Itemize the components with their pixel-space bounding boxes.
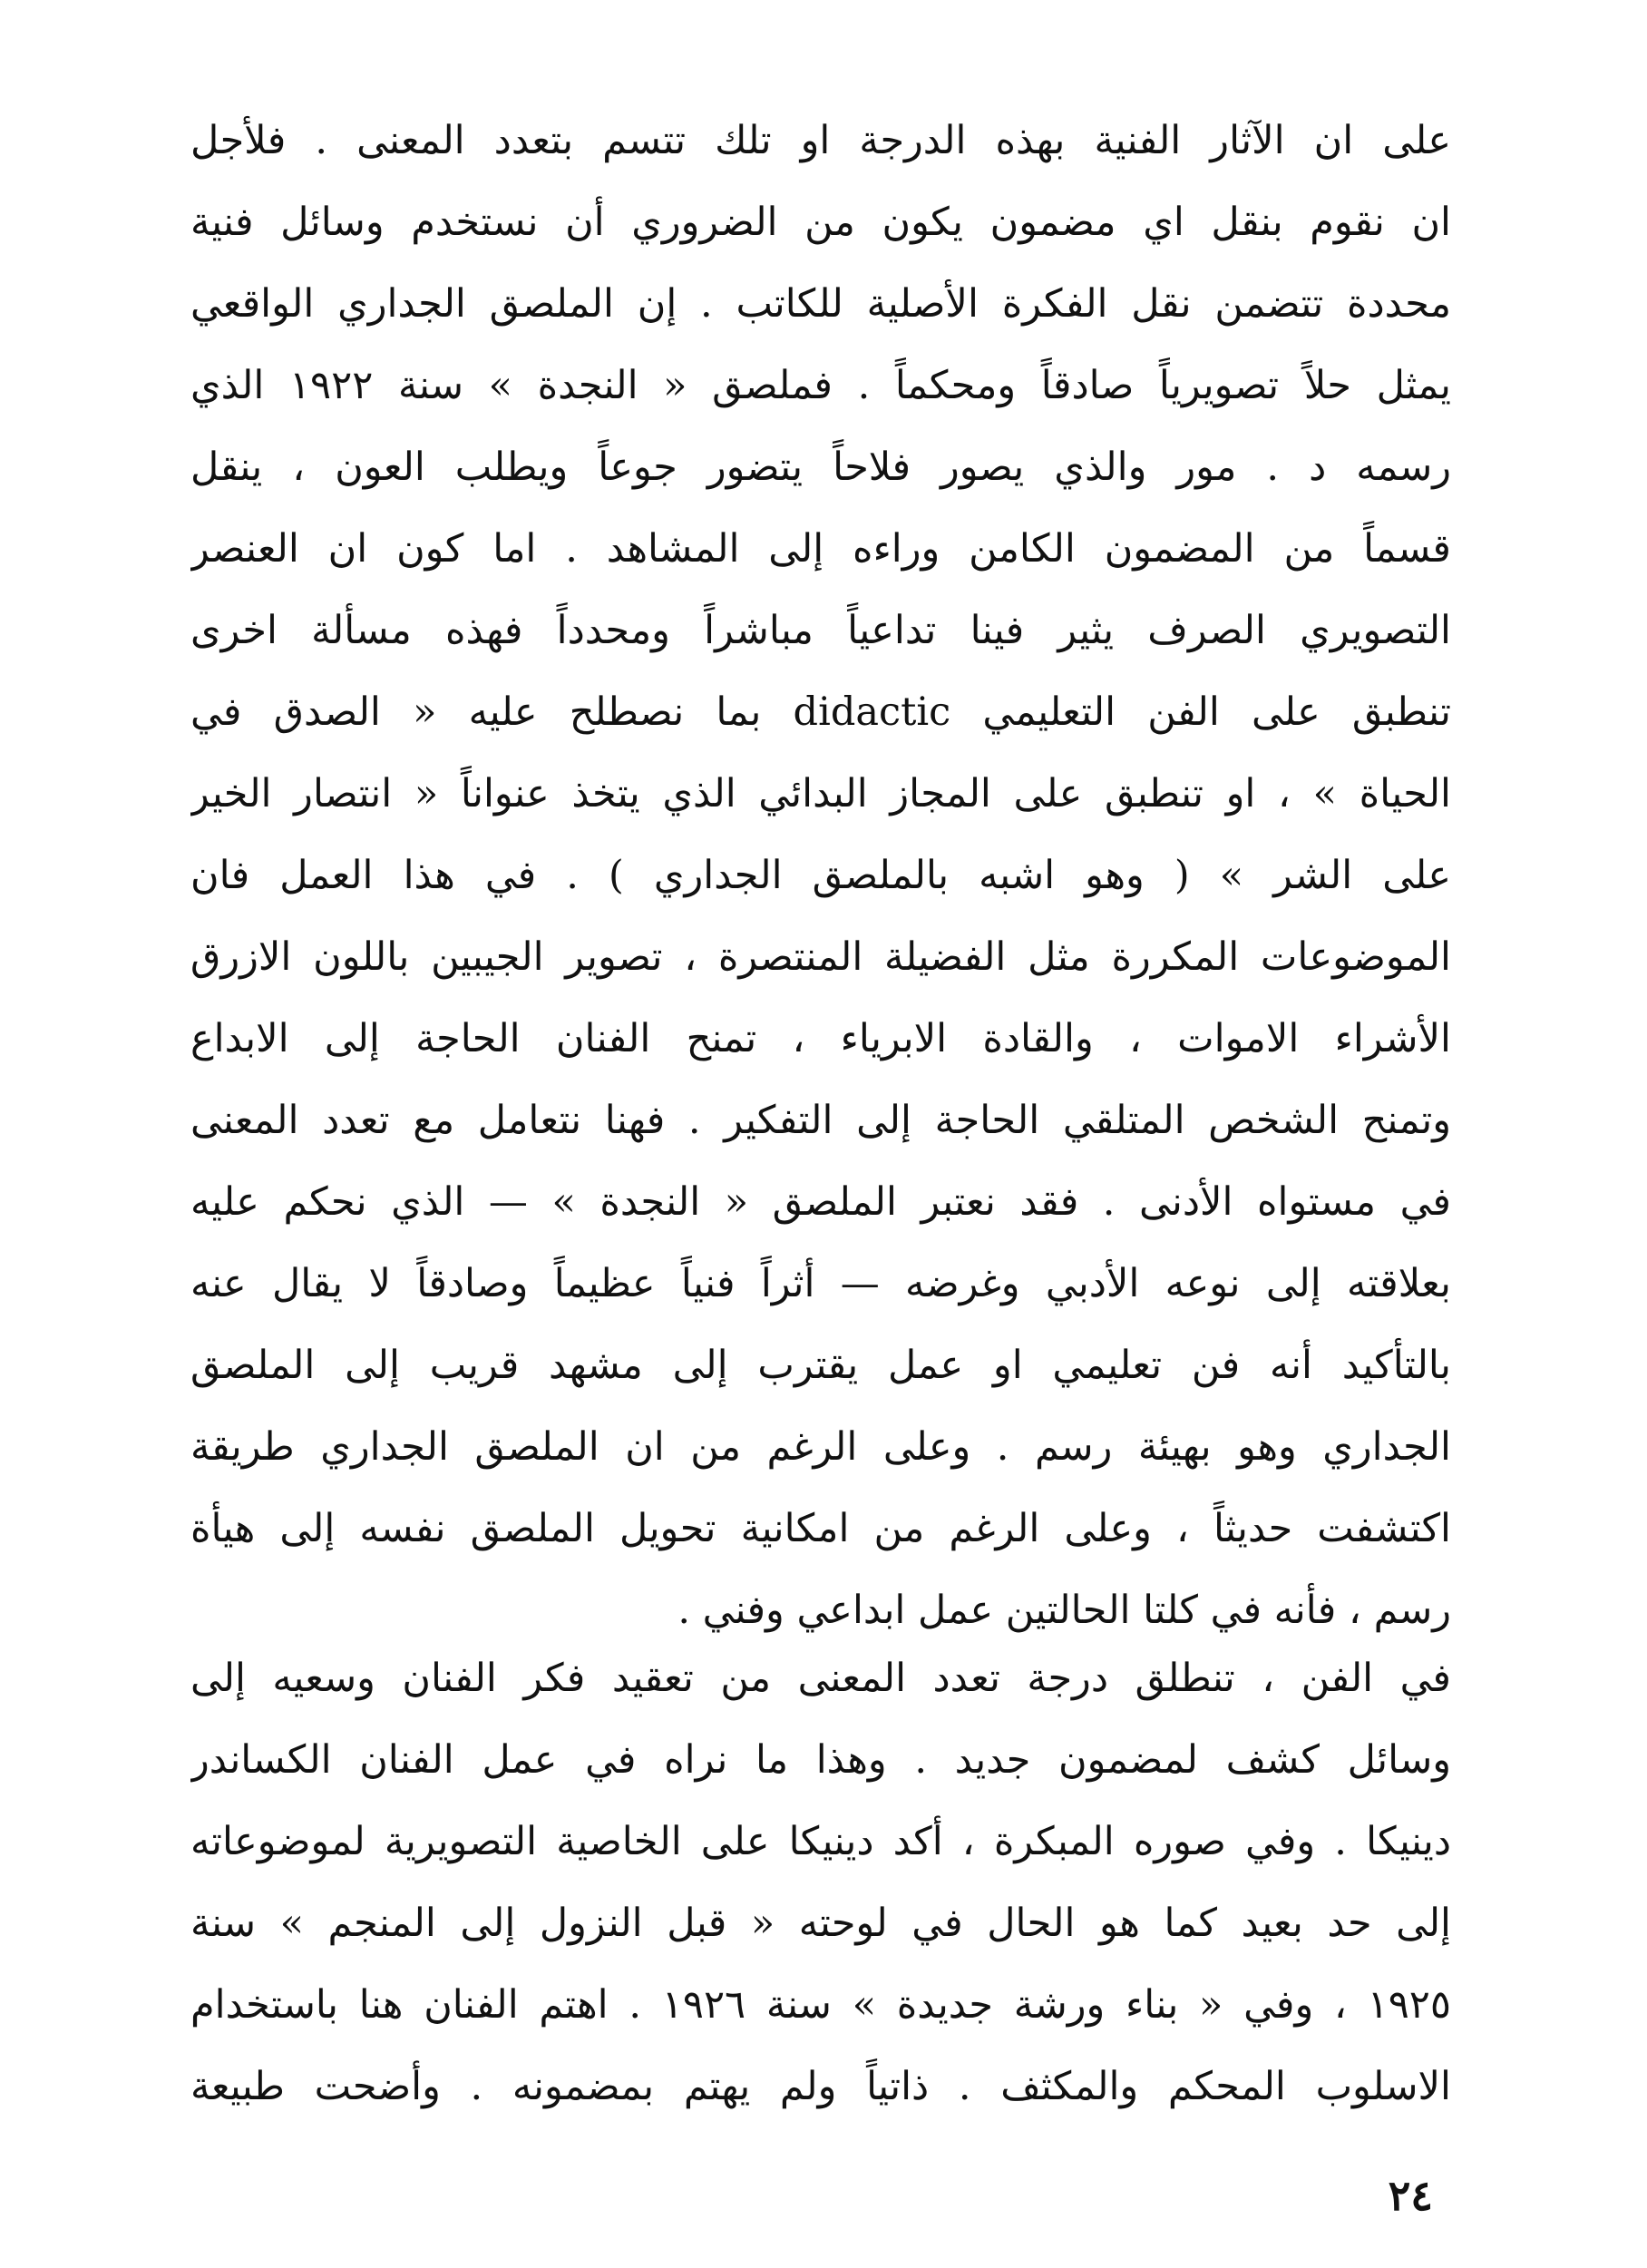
text-line: رسمه د . مور والذي يصور فلاحاً يتضور جوعاً ويطلب العون ، ينقل [190, 445, 1451, 490]
text-line: ان نقوم بنقل اي مضمون يكون من الضروري أن نستخدم وسائل فنية [190, 200, 1451, 245]
text-line: التصويري الصرف يثير فينا تداعياً مباشراً ومحدداً فهذه مسألة اخرى [190, 608, 1451, 653]
text-line: في الفن ، تنطلق درجة تعدد المعنى من تعقيد فكر الفنان وسعيه إلى [190, 1656, 1451, 1701]
text-line: يمثل حلاً تصويرياً صادقاً ومحكماً . فملصق « النجدة » سنة ١٩٢٢ الذي [190, 363, 1451, 408]
text-line: إلى حد بعيد كما هو الحال في لوحته « قبل النزول إلى المنجم » سنة [190, 1901, 1451, 1946]
text-line: على الشر » ( وهو اشبه بالملصق الجداري ) . في هذا العمل فان [190, 853, 1451, 898]
text-line: على ان الآثار الفنية بهذه الدرجة او تلك تتسم بتعدد المعنى . فلأجل [190, 118, 1451, 163]
text-line: الاسلوب المحكم والمكثف . ذاتياً ولم يهتم بمضمونه . وأضحت طبيعة [190, 2064, 1451, 2109]
paragraph-1 [190, 100, 1451, 1651]
text-line: الموضوعات المكررة مثل الفضيلة المنتصرة ، تصوير الجيبين باللون الازرق [190, 934, 1451, 980]
text-line: اكتشفت حديثاً ، وعلى الرغم من امكانية تحويل الملصق نفسه إلى هيأة [190, 1506, 1451, 1551]
text-line: الحياة » ، او تنطبق على المجاز البدائي الذي يتخذ عنواناً « انتصار الخير [190, 771, 1451, 816]
text-line: قسماً من المضمون الكامن وراءه إلى المشاهد . اما كون ان العنصر [190, 526, 1451, 572]
text-line: دينيكا . وفي صوره المبكرة ، أكد دينيكا على الخاصية التصويرية لموضوعاته [190, 1819, 1451, 1864]
text-line: وسائل كشف لمضمون جديد . وهذا ما نراه في عمل الفنان الكساندر [190, 1737, 1451, 1783]
paragraph-2 [190, 1637, 1451, 2127]
text-line: بعلاقته إلى نوعه الأدبي وغرضه — أثراً فنياً عظيماً وصادقاً لا يقال عنه [190, 1261, 1451, 1306]
text-line: تنطبق على الفن التعليمي didactic بما نصطلح عليه « الصدق في [190, 689, 1451, 735]
text-line: بالتأكيد أنه فن تعليمي او عمل يقترب إلى مشهد قريب إلى الملصق [190, 1343, 1451, 1388]
text-line: في مستواه الأدنى . فقد نعتبر الملصق « النجدة » — الذي نحكم عليه [190, 1179, 1451, 1225]
text-line: رسم ، فأنه في كلتا الحالتين عمل ابداعي وفني . [677, 1588, 1451, 1633]
text-line: محددة تتضمن نقل الفكرة الأصلية للكاتب . إن الملصق الجداري الواقعي [190, 281, 1451, 327]
text-line: وتمنح الشخص المتلقي الحاجة إلى التفكير . فهنا نتعامل مع تعدد المعنى [190, 1098, 1451, 1143]
text-line: الأشراء الاموات ، والقادة الابرياء ، تمنح الفنان الحاجة إلى الابداع [190, 1016, 1451, 1061]
text-line: الجداري وهو بهيئة رسم . وعلى الرغم من ان الملصق الجداري طريقة [190, 1424, 1451, 1470]
page-number: ٢٤ [1388, 2171, 1433, 2220]
text-line: ١٩٢٥ ، وفي « بناء ورشة جديدة » سنة ١٩٢٦ . اهتم الفنان هنا باستخدام [190, 1982, 1451, 2028]
